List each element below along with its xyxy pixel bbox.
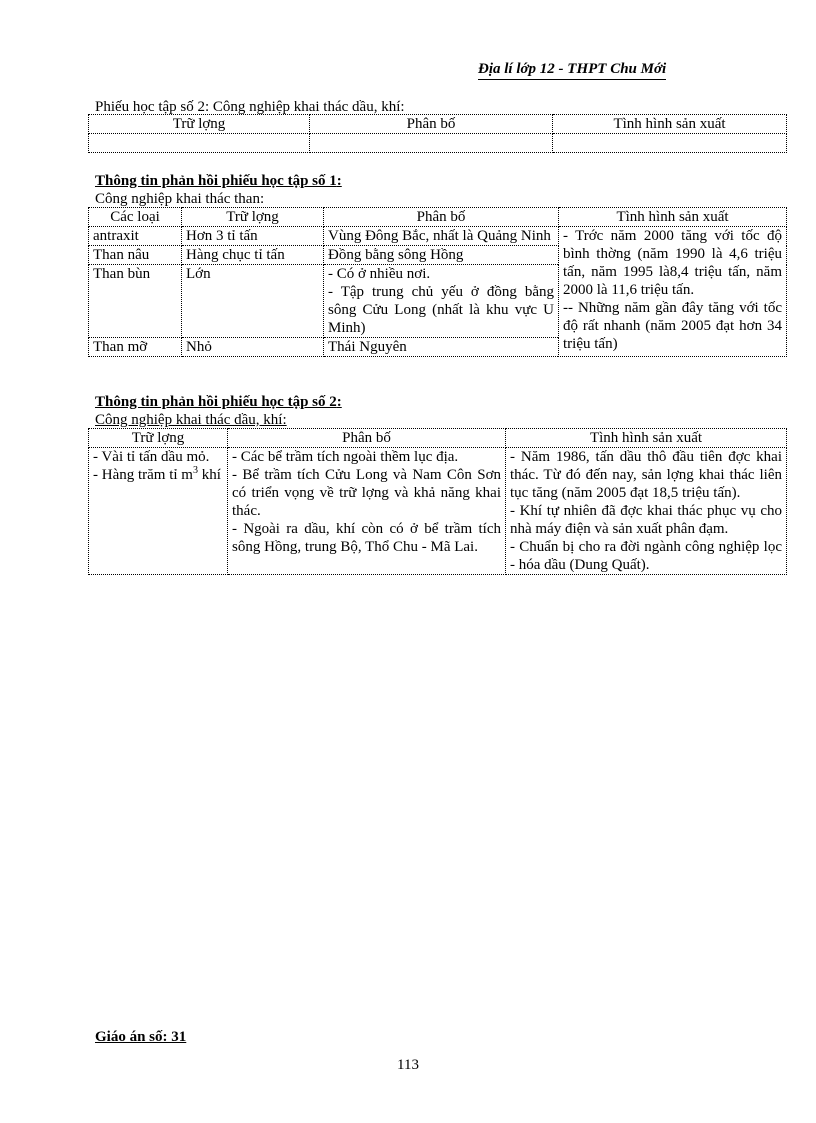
coal-type: Than bùn	[89, 265, 182, 338]
table-row	[89, 134, 787, 153]
worksheet2-table	[88, 114, 787, 153]
gas-reserve-text: - Hàng trăm tỉ m	[93, 467, 193, 483]
page-header: Địa lí lớp 12 - THPT Chu Mới	[478, 60, 666, 80]
coal-reserve: Lớn	[182, 265, 324, 338]
coal-type: Than nâu	[89, 246, 182, 265]
col-header-reserve: Trữ lợng	[89, 115, 310, 134]
coal-distribution: Vùng Đông Bắc, nhất là Quảng Ninh	[324, 227, 559, 246]
col-header-production: Tình hình sản xuất	[559, 208, 787, 227]
coal-table	[88, 207, 787, 357]
feedback2-caption: Công nghiệp khai thác dầu, khí:	[95, 412, 287, 428]
table-row	[89, 448, 787, 575]
lesson-number: Giáo án số: 31	[95, 1029, 187, 1045]
feedback1-heading-text: Thông tin phản hồi phiếu học tập số 1	[95, 173, 337, 189]
feedback1-caption: Công nghiệp khai thác than:	[95, 191, 265, 207]
coal-type: antraxit	[89, 227, 182, 246]
coal-distribution: Đồng bằng sông Hồng	[324, 246, 559, 265]
table-cell	[310, 134, 553, 153]
gas-reserve-line	[93, 466, 223, 484]
oil-reserve	[89, 448, 228, 575]
oil-production: - Năm 1986, tấn dầu thô đầu tiên đợc khai thác. Từ đó đến nay, sản lợng khai thác liên tục tăng (năm 2005 đạt 18,5 triệu tấn). - Khí tự nhiên đã đợc khai thác phục vụ cho nhà máy điện và sản xuất phân đạm. - Chuẩn bị cho ra đời ngành công nghiệp lọc - hóa dầu (Dung Quất).	[506, 448, 787, 575]
coal-type: Than mỡ	[89, 338, 182, 357]
oil-reserve-line: - Vài tỉ tấn dầu mỏ.	[93, 449, 210, 465]
col-header-production: Tình hình sản xuất	[506, 429, 787, 448]
table-cell	[89, 134, 310, 153]
col-header-reserve: Trữ lợng	[89, 429, 228, 448]
coal-production: - Trớc năm 2000 tăng với tốc độ bình thờng (năm 1990 là 4,6 triệu tấn, năm 1995 là8,4 triệu tấn, năm 2000 là 11,6 triệu tấn. -- Những năm gần đây tăng với tốc độ rất nhanh (năm 2005 đạt hơn 34 triệu tấn)	[559, 227, 787, 357]
col-header-reserve: Trữ lợng	[182, 208, 324, 227]
col-header-type: Các loại	[89, 208, 182, 227]
cubic-superscript: 3	[192, 465, 198, 476]
table-header-row	[89, 115, 787, 134]
col-header-distribution: Phân bố	[324, 208, 559, 227]
gas-reserve-unit: khí	[197, 467, 221, 483]
col-header-production: Tình hình sản xuất	[553, 115, 787, 134]
coal-distribution: Thái Nguyên	[324, 338, 559, 357]
page-number: 113	[397, 1057, 419, 1073]
col-header-distribution: Phân bố	[228, 429, 506, 448]
oil-gas-table	[88, 428, 787, 575]
feedback2-heading: Thông tin phản hồi phiếu học tập số 2:	[95, 394, 342, 410]
coal-reserve: Nhỏ	[182, 338, 324, 357]
col-header-distribution: Phân bố	[310, 115, 553, 134]
table-header-row	[89, 208, 787, 227]
table-header-row	[89, 429, 787, 448]
table-row	[89, 227, 787, 246]
feedback1-heading: Thông tin phản hồi phiếu học tập số 1:	[95, 173, 342, 189]
worksheet2-caption: Phiếu học tập số 2: Công nghiệp khai thác dầu, khí:	[95, 99, 405, 115]
coal-distribution: - Có ở nhiều nơi. - Tập trung chủ yếu ở đồng bằng sông Cửu Long (nhất là khu vực U Minh)	[324, 265, 559, 338]
table-cell	[553, 134, 787, 153]
feedback2-heading-text: Thông tin phản hồi phiếu học tập số 2	[95, 394, 337, 410]
oil-distribution: - Các bể trầm tích ngoài thềm lục địa. - Bể trầm tích Cửu Long và Nam Côn Sơn có triển vọng về trữ lợng và khả năng khai thác. - Ngoài ra dầu, khí còn có ở bể trầm tích sông Hồng, trung Bộ, Thổ Chu - Mã Lai.	[228, 448, 506, 575]
coal-reserve: Hàng chục tỉ tấn	[182, 246, 324, 265]
coal-reserve: Hơn 3 tỉ tấn	[182, 227, 324, 246]
